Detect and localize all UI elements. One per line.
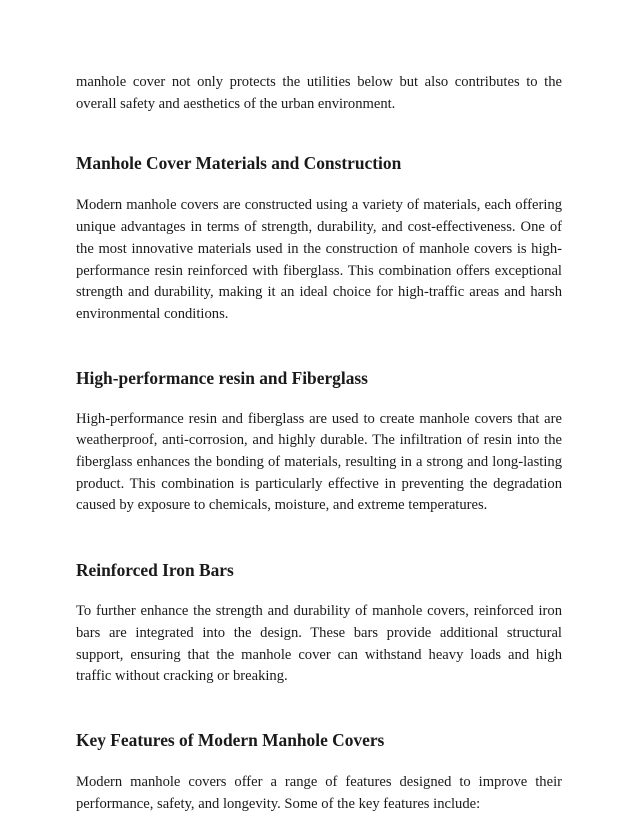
section-heading-key-features: Key Features of Modern Manhole Covers xyxy=(76,729,385,750)
section-body-iron-bars: To further enhance the strength and durability of manhole covers, reinforced iron bars are integrated into the design. These bars provide additional structural support, ensuring that the manhole cover can withstand heavy loads and high traffic without cracking or breaking. xyxy=(76,603,562,685)
intro-paragraph: manhole cover not only protects the utilities below but also contributes to the overall safety and aesthetics of the urban environment. xyxy=(76,74,562,112)
section-body-materials: Modern manhole covers are constructed using a variety of materials, each offering unique advantages in terms of strength, durability, and cost-effectiveness. One of the most innovative materials used in the construction of manhole covers is high-performance resin reinforced with fiberglass. This combination offers exceptional strength and durability, making it an ideal choice for high-traffic areas and harsh environmental conditions. xyxy=(76,197,562,322)
section-heading-resin-fiberglass: High-performance resin and Fiberglass xyxy=(76,367,368,388)
document-page xyxy=(76,72,562,815)
section-heading-materials: Manhole Cover Materials and Construction xyxy=(76,153,402,174)
section-body-key-features: Modern manhole covers offer a range of features designed to improve their performance, safety, and longevity. Some of the key features include: xyxy=(76,773,562,812)
section-body-resin-fiberglass: High-performance resin and fiberglass are used to create manhole covers that are weatherproof, anti-corrosion, and highly durable. The infiltration of resin into the fiberglass enhances the bonding of materials, resulting in a strong and long-lasting product. This combination is particularly effective in preventing the degradation caused by exposure to chemicals, moisture, and extreme temperatures. xyxy=(76,410,562,514)
section-heading-iron-bars: Reinforced Iron Bars xyxy=(76,560,234,581)
